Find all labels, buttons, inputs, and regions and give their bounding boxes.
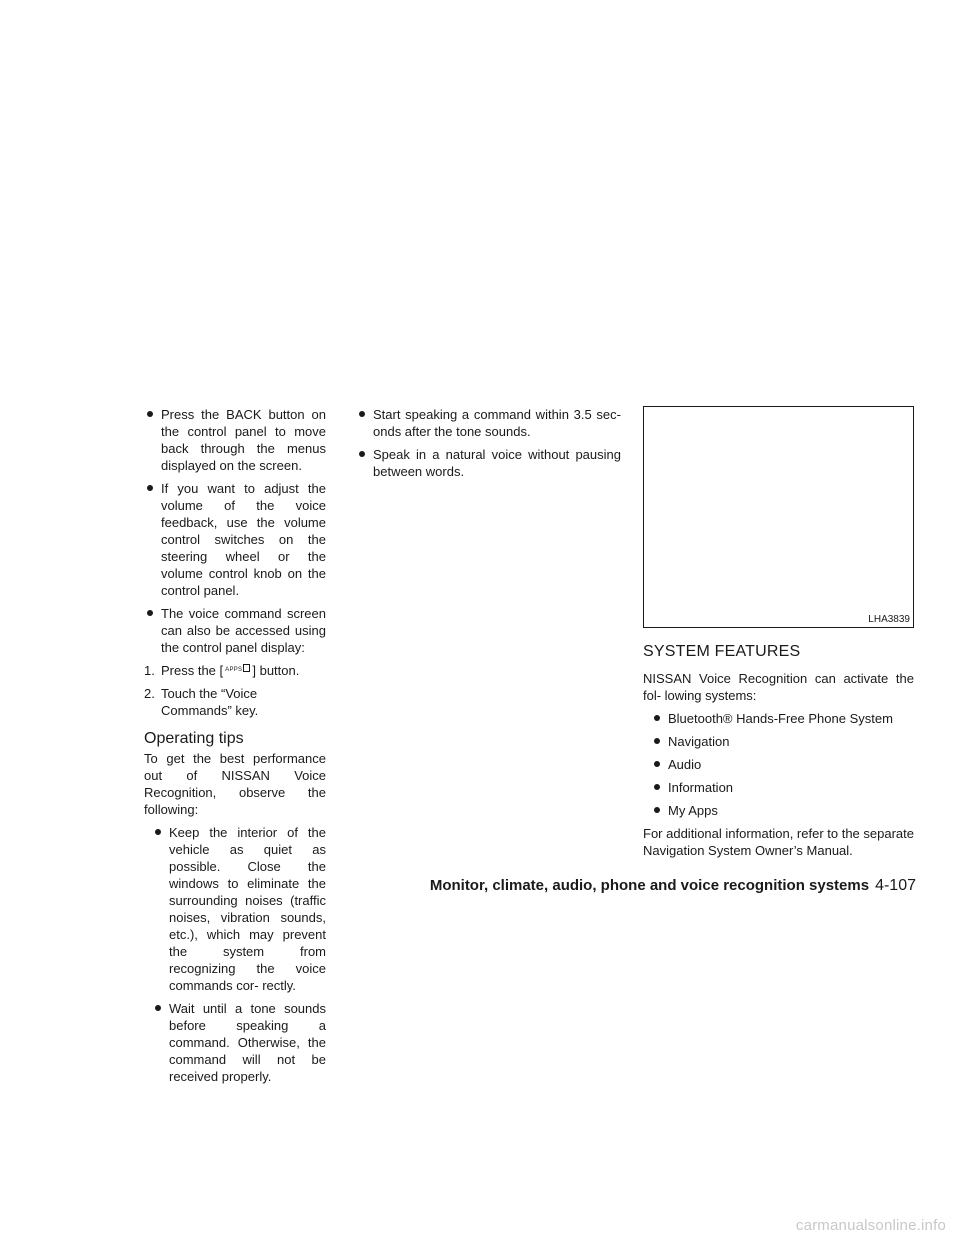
list-item: Navigation — [651, 733, 914, 750]
step-item: 1. Press the [ APPS ] button. — [144, 663, 300, 678]
list-item: Audio — [651, 756, 914, 773]
list-item: My Apps — [651, 802, 914, 819]
paragraph: For additional information, refer to the separate Navigation System Owner’s Manual. — [643, 826, 914, 858]
list-item: Keep the interior of the vehicle as quiet as possible. Close the windows to eliminate the surrounding noises (traffic noises, vibration sounds, etc.), which may prevent the system from recognizing the voice commands cor- rectly. — [152, 824, 326, 994]
list-item: The voice command screen can also be accessed using the control panel display: — [144, 605, 326, 656]
page-number: 4-107 — [875, 877, 916, 894]
page-footer — [420, 877, 916, 894]
list-item: Press the BACK button on the control panel to move back through the menus displayed on the screen. — [144, 406, 326, 474]
bullet-icon — [147, 411, 153, 417]
bullet-icon — [359, 411, 365, 417]
paragraph: NISSAN Voice Recognition can activate the fol- lowing systems: — [643, 671, 914, 703]
footer-chapter-title: Monitor, climate, audio, phone and voice recognition systems — [429, 877, 870, 894]
bullet-icon — [147, 485, 153, 491]
list-item: Start speaking a command within 3.5 sec- onds after the tone sounds. — [356, 406, 621, 440]
subsection-heading: Operating tips — [144, 730, 244, 747]
bullet-icon — [654, 738, 660, 744]
bullet-icon — [147, 610, 153, 616]
list-item: Bluetooth® Hands-Free Phone System — [651, 710, 914, 727]
apps-button-icon: APPS — [225, 664, 250, 674]
bullet-icon — [155, 829, 161, 835]
right-column — [643, 406, 914, 865]
paragraph: To get the best performance out of NISSAN Voice Recognition, observe the following: — [144, 751, 326, 817]
bullet-icon — [654, 784, 660, 790]
list-item: Information — [651, 779, 914, 796]
figure-id: LHA3839 — [868, 614, 910, 625]
left-column — [144, 406, 326, 1091]
bullet-icon — [155, 1005, 161, 1011]
list-item: Speak in a natural voice without pausing between words. — [356, 446, 621, 480]
watermark: carmanualsonline.info — [795, 1217, 946, 1234]
step-item: 2. Touch the “Voice Commands” key. — [144, 686, 259, 718]
list-item: Wait until a tone sounds before speaking a command. Otherwise, the command will not be received properly. — [152, 1000, 326, 1085]
section-heading: SYSTEM FEATURES — [643, 643, 801, 660]
list-item: If you want to adjust the volume of the voice feedback, use the volume control switches on the steering wheel or the volume control knob on the control panel. — [144, 480, 326, 599]
bullet-icon — [654, 761, 660, 767]
figure-frame — [643, 406, 914, 628]
bullet-icon — [654, 715, 660, 721]
bullet-icon — [359, 451, 365, 457]
middle-column — [356, 406, 621, 486]
bullet-icon — [654, 807, 660, 813]
